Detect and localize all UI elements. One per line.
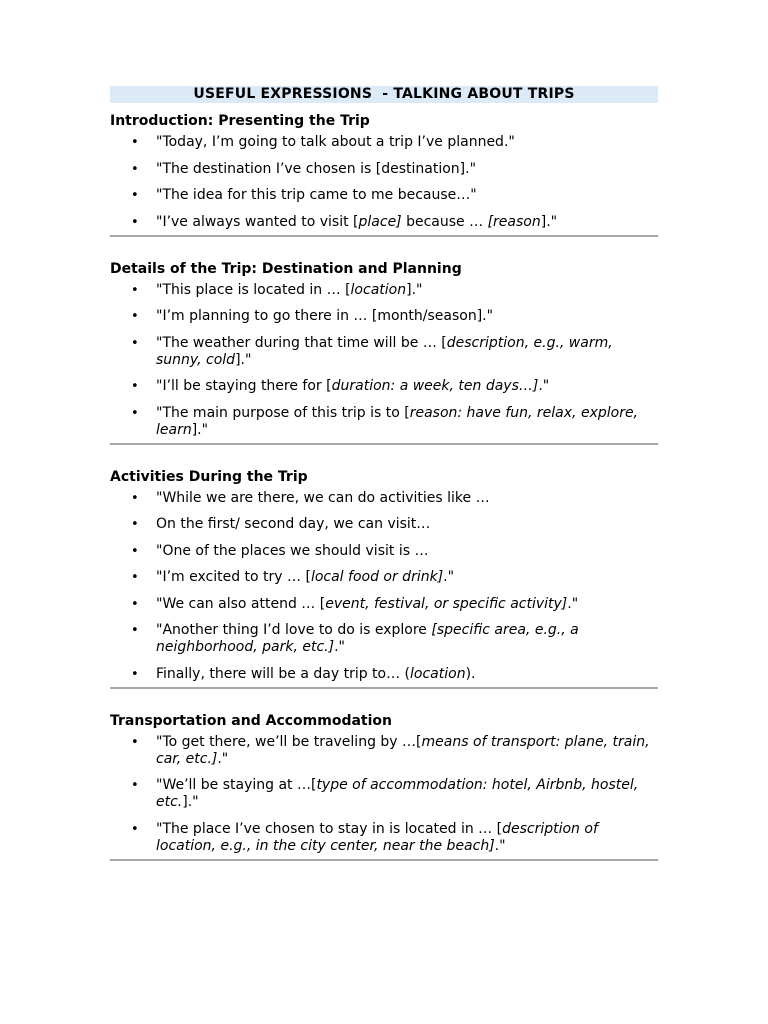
expression-text: ]." bbox=[191, 421, 209, 438]
expression-text: "I’m planning to go there in … [month/season]." bbox=[156, 308, 494, 324]
section-divider bbox=[110, 443, 658, 445]
expression-text: ." bbox=[334, 639, 345, 655]
expression-list bbox=[110, 490, 658, 683]
expression-item bbox=[110, 777, 658, 811]
expression-text: "Today, I’m going to talk about a trip I’ve planned." bbox=[156, 134, 515, 150]
expression-item bbox=[110, 596, 658, 613]
document-title: USEFUL EXPRESSIONS - TALKING ABOUT TRIPS bbox=[110, 86, 658, 103]
section-divider bbox=[110, 687, 658, 689]
expression-text: ." bbox=[443, 569, 455, 585]
expression-item bbox=[110, 666, 658, 683]
expression-item bbox=[110, 821, 658, 855]
expression-item bbox=[110, 134, 658, 151]
document-content bbox=[110, 86, 658, 861]
expression-item bbox=[110, 378, 658, 395]
placeholder-text: [reason bbox=[487, 213, 541, 230]
expression-text: ]." bbox=[406, 281, 423, 298]
placeholder-text: local food or drink] bbox=[310, 569, 444, 585]
section-heading: Details of the Trip: Destination and Planning bbox=[110, 260, 462, 277]
section-introduction bbox=[110, 113, 658, 237]
section-divider bbox=[110, 235, 658, 237]
expression-text: "I’ve always wanted to visit [ bbox=[156, 213, 359, 230]
expression-text: Finally, there will be a day trip to… ( bbox=[156, 665, 411, 682]
expression-text: "The destination I’ve chosen is [destination]." bbox=[156, 160, 477, 177]
expression-item bbox=[110, 516, 658, 533]
section-divider bbox=[110, 859, 658, 861]
expression-text: On the first/ second day, we can visit… bbox=[156, 516, 431, 532]
placeholder-text: description of location, e.g., in the city center, near the beach] bbox=[156, 820, 598, 854]
expression-item bbox=[110, 405, 658, 439]
placeholder-text: event, festival, or specific activity] bbox=[325, 595, 568, 612]
expression-text: "The weather during that time will be … [ bbox=[156, 334, 447, 351]
placeholder-text: location bbox=[350, 281, 407, 298]
placeholder-text: location bbox=[410, 665, 466, 682]
expression-list bbox=[110, 282, 658, 439]
placeholder-text: type of accommodation: hotel, Airbnb, hostel, etc. bbox=[156, 777, 639, 810]
placeholder-text: [specific area, e.g., a neighborhood, park, etc.] bbox=[156, 622, 579, 655]
expression-item bbox=[110, 214, 658, 231]
placeholder-text: place] bbox=[358, 213, 402, 230]
placeholder-text: duration: a week, ten days…] bbox=[331, 378, 539, 394]
expression-item bbox=[110, 543, 658, 560]
expression-text: ). bbox=[465, 665, 476, 682]
expression-item bbox=[110, 308, 658, 325]
expression-item bbox=[110, 622, 658, 656]
expression-item bbox=[110, 282, 658, 299]
expression-item bbox=[110, 161, 658, 178]
placeholder-text: reason: have fun, relax, explore, learn bbox=[156, 404, 639, 438]
expression-item bbox=[110, 490, 658, 507]
expression-text: "One of the places we should visit is … bbox=[156, 542, 429, 559]
expression-text: ]." bbox=[540, 213, 558, 230]
expression-list bbox=[110, 734, 658, 855]
expression-text: ." bbox=[217, 750, 229, 767]
section-transportation bbox=[110, 713, 658, 861]
expression-text: ." bbox=[538, 378, 550, 394]
expression-text: ]." bbox=[235, 351, 252, 368]
expression-item bbox=[110, 734, 658, 768]
expression-text: "While we are there, we can do activities like … bbox=[156, 489, 490, 506]
section-heading: Introduction: Presenting the Trip bbox=[110, 113, 370, 129]
expression-text: "The main purpose of this trip is to [ bbox=[156, 404, 410, 421]
expression-text: ." bbox=[494, 837, 506, 854]
expression-text: "I’m excited to try … [ bbox=[156, 569, 311, 585]
expression-list bbox=[110, 134, 658, 231]
expression-item bbox=[110, 335, 658, 369]
expression-item bbox=[110, 569, 658, 586]
expression-text: "Another thing I’d love to do is explore bbox=[156, 622, 432, 638]
section-activities bbox=[110, 469, 658, 689]
placeholder-text: description, e.g., warm, sunny, cold bbox=[156, 334, 613, 368]
section-heading: Transportation and Accommodation bbox=[110, 712, 392, 729]
expression-text: ." bbox=[567, 595, 579, 612]
expression-text: "This place is located in … [ bbox=[156, 281, 351, 298]
expression-item bbox=[110, 187, 658, 204]
expression-text: "The idea for this trip came to me because…" bbox=[156, 187, 477, 203]
section-details bbox=[110, 261, 658, 445]
section-heading: Activities During the Trip bbox=[110, 468, 308, 485]
expression-text: ]." bbox=[182, 794, 199, 810]
expression-text: because … bbox=[401, 213, 488, 230]
expression-text: "I’ll be staying there for [ bbox=[156, 378, 332, 394]
expression-text: "We’ll be staying at …[ bbox=[156, 777, 317, 793]
expression-text: "We can also attend … [ bbox=[156, 595, 326, 612]
expression-text: "The place I’ve chosen to stay in is located in … [ bbox=[156, 820, 503, 837]
placeholder-text: means of transport: plane, train, car, etc.] bbox=[156, 733, 650, 767]
expression-text: "To get there, we’ll be traveling by …[ bbox=[156, 733, 422, 750]
